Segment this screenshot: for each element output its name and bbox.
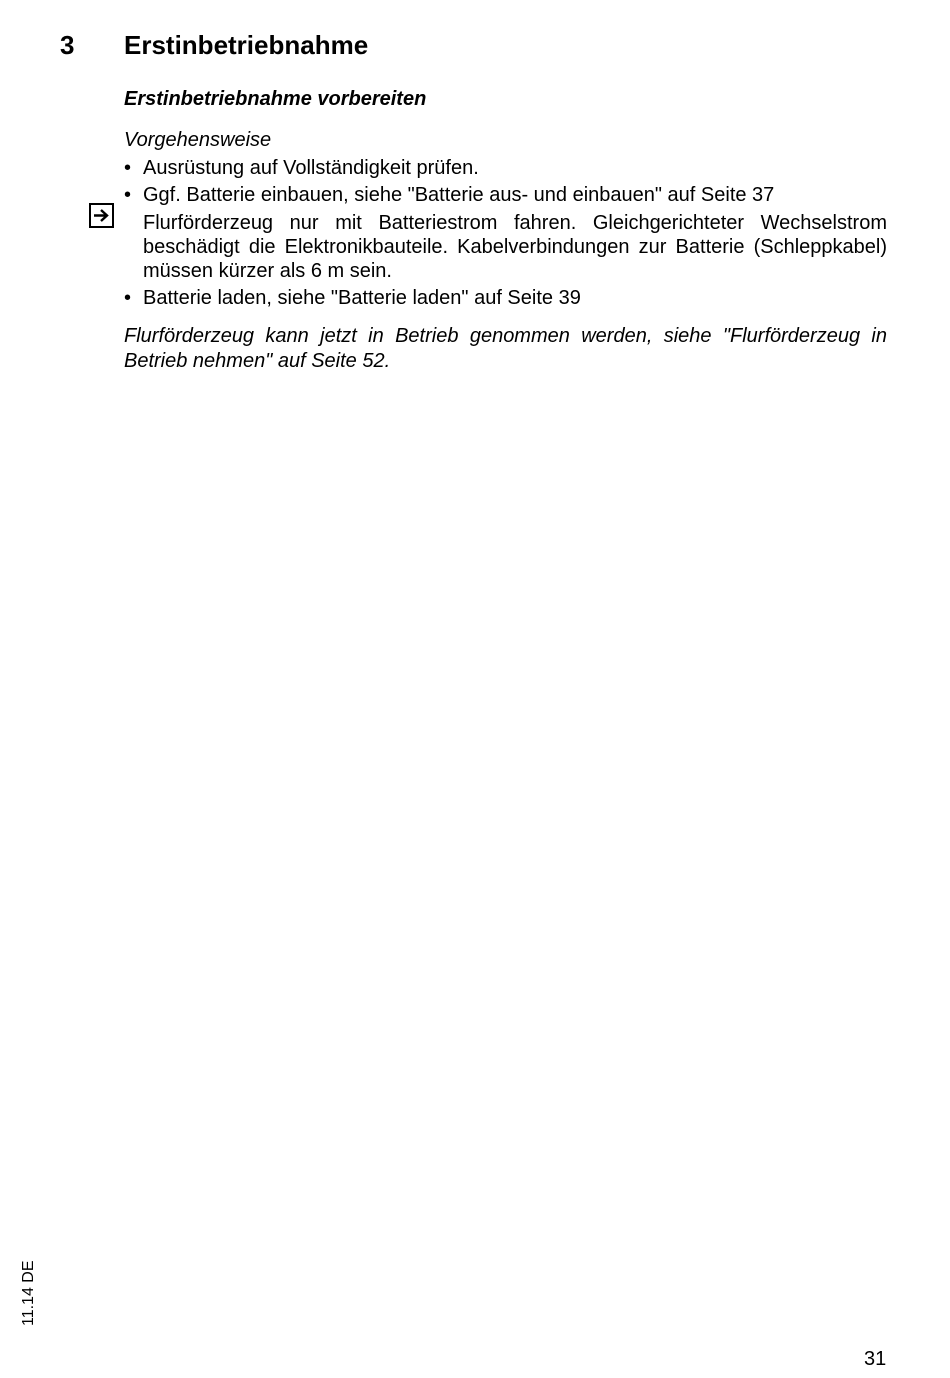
- chapter-number: 3: [60, 30, 75, 60]
- section-heading: Erstinbetriebnahme vorbereiten: [124, 88, 427, 110]
- bullet-icon: •: [124, 287, 132, 309]
- list-item-text: Ggf. Batterie einbauen, siehe "Batterie aus- und einbauen" auf Seite 37: [143, 184, 775, 206]
- note-text: Flurförderzeug nur mit Batteriestrom fahren. Gleichgerichteter Wechselstrom beschädigt die Elektronikbauteile. Kabelverbindungen zur Batterie (Schleppkabel) müssen kürzer als 6 m sein.: [143, 212, 887, 282]
- list-item: [124, 286, 887, 310]
- bullet-icon: •: [124, 184, 132, 206]
- bullet-icon: •: [124, 157, 132, 179]
- conclusion-text: Flurförderzeug kann jetzt in Betrieb genommen werden, siehe "Flurförderzeug in Betrieb nehmen" auf Seite 52.: [124, 325, 887, 372]
- procedure-subheading: Vorgehensweise: [124, 129, 272, 151]
- arrow-right-icon: [93, 208, 110, 223]
- list-item: [124, 156, 887, 180]
- list-item: [124, 183, 887, 207]
- note-icon: [89, 203, 114, 228]
- side-date-code: 11.14 DE: [20, 1260, 37, 1326]
- list-item-text: Batterie laden, siehe "Batterie laden" auf Seite 39: [143, 287, 581, 309]
- page-number: 31: [864, 1348, 887, 1370]
- chapter-title: Erstinbetriebnahme: [124, 30, 369, 60]
- list-item-text: Ausrüstung auf Vollständigkeit prüfen.: [143, 157, 479, 179]
